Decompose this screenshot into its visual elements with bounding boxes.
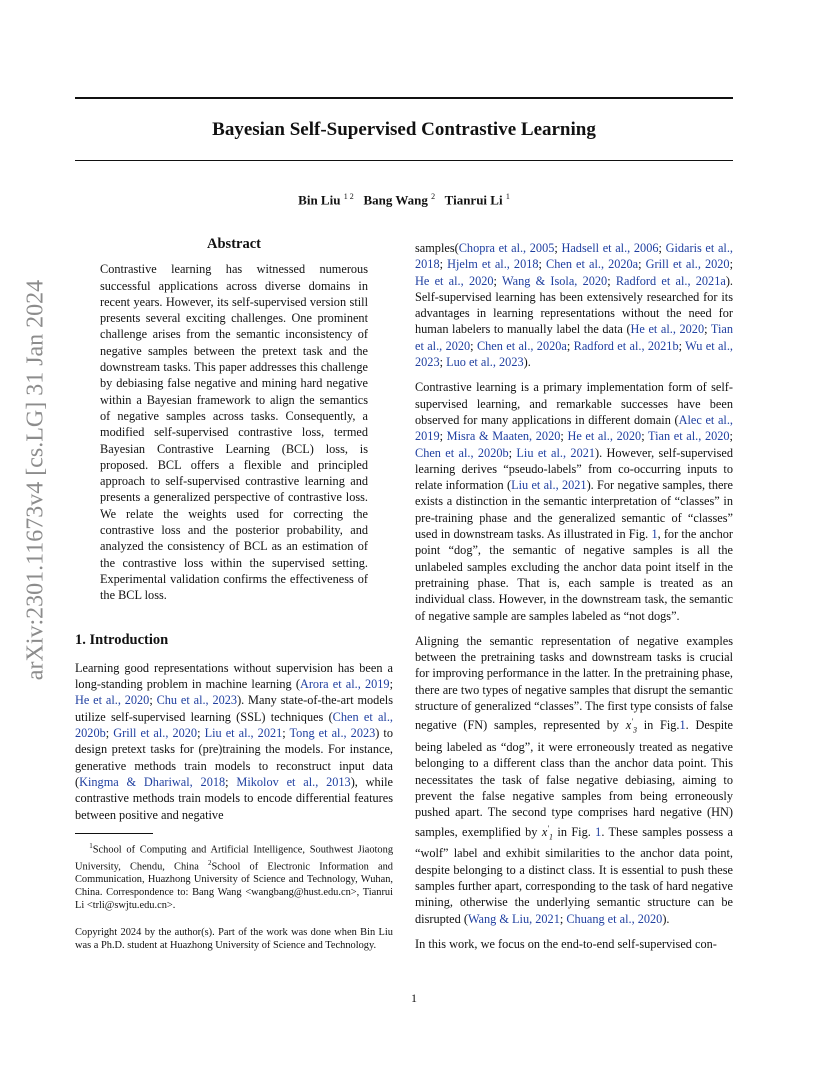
citation-link[interactable]: Liu et al., 2021 — [204, 726, 283, 741]
citation-link[interactable]: Tian et al., 2020 — [648, 429, 730, 444]
figure-link[interactable]: 1 — [679, 718, 686, 733]
citation-link[interactable]: Kingma & Dhariwal, 2018 — [79, 774, 226, 789]
citation-link[interactable]: Chen et al., 2020a — [546, 257, 639, 272]
citation-link[interactable]: Liu et al., 2021 — [511, 478, 587, 493]
citation-link[interactable]: Grill et al., 2020 — [113, 726, 198, 741]
citation-link[interactable]: Chopra et al., 2005 — [458, 241, 555, 255]
page-number: 1 — [411, 991, 417, 1005]
left-column — [75, 236, 393, 952]
math-symbol: $x'_1$ — [541, 823, 554, 842]
copyright-footnote: Copyright 2024 by the author(s). Part of the work was done when Bin Liu was a Ph.D. student at Huazhong University of Science and Technology. — [75, 926, 393, 951]
body-paragraph: samples(Chopra et al., 2005; Hadsell et al., 2006; Gidaris et al., 2018; Hjelm et al., 2018; Chen et al., 2020a; Grill et al., 2020; He et al., 2020; Wang & Isola, 2020; Radford et al., 2021a). Self-supervised learning has been extensively researched for its advantages in learning representations without the need for human labelers to manually label the data (He et al., 2020; Tian et al., 2020; Chen et al., 2020a; Radford et al., 2021b; Wu et al., 2023; Luo et al., 2023). — [415, 241, 734, 370]
citation-link[interactable]: Radford et al., 2021a — [615, 273, 726, 288]
citation-link[interactable]: Mikolov et al., 2013 — [236, 774, 351, 789]
citation-link[interactable]: Wu et al., 2023 — [415, 338, 733, 370]
title-rule-bottom — [75, 160, 733, 161]
citation-link[interactable]: Misra & Maaten, 2020 — [446, 429, 561, 444]
abstract-heading: Abstract — [207, 236, 261, 252]
citation-link[interactable]: Tian et al., 2020 — [415, 322, 733, 353]
math-symbol: $x'_3$ — [625, 717, 638, 735]
author-affiliation: 1 — [505, 192, 510, 201]
citation-link[interactable]: Wang & Isola, 2020 — [501, 273, 608, 288]
author-name: Tianrui Li — [444, 192, 503, 208]
author-affiliation: 1 2 — [343, 192, 354, 201]
author-affiliation: 2 — [431, 192, 436, 201]
paper-title: Bayesian Self-Supervised Contrastive Learning — [212, 119, 596, 140]
citation-link[interactable]: He et al., 2020 — [75, 693, 150, 708]
citation-link[interactable]: Wang & Liu, 2021 — [467, 911, 560, 926]
abstract-text: Contrastive learning has witnessed numerous successful applications across diverse domains in recent years. However, its self-supervised version still presents several exciting challenges. One prominent challenge arises from the semantic inconsistency of negative samples between the pretext task and the downstream tasks. This paper addresses this challenge by debiasing false negative and mining hard negative within a Bayesian framework to align the semantics of negative samples across tasks. Consequently, a modified self-supervised contrastive loss, termed Bayesian Contrastive Learning (BCL) loss, is proposed. BCL offers a flexible and principled approach to self-supervised contrastive learning and presents a generalized perspective of contrastive loss. We relate the weights used for correcting the contrastive loss and the posterior probability, and analyzed the consistency of BCL as an estimation of the contrastive loss within the supervised setting. Experimental validation confirms the effectiveness of the BCL loss. — [100, 262, 368, 603]
citation-link[interactable]: Grill et al., 2020 — [645, 257, 730, 272]
citation-link[interactable]: Chu et al., 2023 — [156, 693, 238, 708]
citation-link[interactable]: Chuang et al., 2020 — [566, 911, 663, 926]
author-list — [75, 192, 733, 208]
citation-link[interactable]: Luo et al., 2023 — [446, 355, 524, 370]
citation-link[interactable]: He et al., 2020 — [567, 429, 642, 444]
body-paragraph: Contrastive learning is a primary implementation form of self-supervised learning, and remarkable successes have been observed for many applications in different domain (Alec et al., 2019; Misra & Maaten, 2020; He et al., 2020; Tian et al., 2020; Chen et al., 2020b; Liu et al., 2021). However, self-supervised learning derives “pseudo-labels” from co-occurring inputs to relate information (Liu et al., 2021). For negative samples, there exists a distinction in the semantic interpretation of “classes” in pre-training phase and the generalized semantic of “classes” used in downstream tasks. As illustrated in Fig. 1, for the anchor point “dog”, the semantic of negative samples is all the unlabeled samples excluding the anchor data point itself in the pretraining phase. That is, each sample is treated as an individual class. However, in the downstream task, the semantic of negative sample are samples labeled as “not dogs”. — [415, 380, 733, 623]
citation-link[interactable]: Chen et al., 2020b — [75, 709, 393, 741]
citation-link[interactable]: Radford et al., 2021b — [573, 338, 679, 353]
figure-link[interactable]: 1 — [651, 527, 658, 542]
figure-link[interactable]: 1 — [595, 824, 602, 839]
citation-link[interactable]: Alec et al., 2019 — [415, 412, 733, 444]
citation-link[interactable]: Liu et al., 2021 — [516, 445, 596, 460]
citation-link[interactable]: Hjelm et al., 2018 — [447, 257, 539, 272]
citation-link[interactable]: He et al., 2020 — [630, 322, 705, 337]
author-name: Bin Liu — [298, 192, 341, 208]
footnote-rule — [75, 833, 153, 834]
section-heading-introduction: 1. Introduction — [75, 631, 169, 648]
author-name: Bang Wang — [363, 192, 428, 208]
citation-link[interactable]: Hadsell et al., 2006 — [561, 241, 659, 255]
affiliation-footnote: $^1$School of Computing and Artificial Intelligence, Southwest Jiaotong University, Chendu, China $^2$School of Electronic Information and Communication, Huazhong University of Science and Technology, Wuhan, China. Correspondence to: Bang Wang <wangbang@hust.edu.cn>, Tianrui Li <trli@swjtu.edu.cn>. — [75, 841, 394, 911]
title-rule-top — [75, 97, 733, 99]
intro-paragraph: Learning good representations without supervision has been a long-standing problem in machine learning (Arora et al., 2019; He et al., 2020; Chu et al., 2023). Many state-of-the-art models utilize self-supervised learning (SSL) techniques (Chen et al., 2020b; Grill et al., 2020; Liu et al., 2021; Tong et al., 2023) to design pretext tasks for (pre)training the models. For instance, generative methods train models to reconstruct input data (Kingma & Dhariwal, 2018; Mikolov et al., 2013), while contrastive methods train models to encode differential features between positive and negative — [75, 660, 393, 822]
arxiv-stamp — [20, 270, 52, 690]
citation-link[interactable]: Gidaris et al., 2018 — [415, 241, 733, 272]
citation-link[interactable]: Arora et al., 2019 — [299, 677, 390, 692]
citation-link[interactable]: Tong et al., 2023 — [289, 726, 376, 741]
right-column — [415, 240, 733, 961]
citation-link[interactable]: Chen et al., 2020b — [415, 445, 509, 460]
body-paragraph: Aligning the semantic representation of negative examples between the pretraining tasks and downstream tasks is crucial for improving performance in the latter. In the pretraining phase, there are two types of negative samples that disrupt the semantic structure of generalized “classes”. The first type consists of false negative (FN) samples, represented by $x'_3$ in Fig.1. Despite being labeled as “dog”, it were erroneously treated as negative belonging to a different class than the anchor data point. This necessitates the task of false negative debiasing, aiming to prevent the false negative samples from being erroneously pushed apart. The second type comprises hard negative (HN) samples, exemplified by $x'_1$ in Fig. 1. These samples possess a “wolf” label and exhibit similarities to the anchor data point, despite belonging to a distinct class. It is essential to push these samples further apart, corresponding to the task of hard negative mining, otherwise the underlying semantic structure can be disrupted (Wang & Liu, 2021; Chuang et al., 2020). — [415, 633, 734, 926]
body-paragraph: In this work, we focus on the end-to-end self-supervised con- — [415, 936, 717, 951]
arxiv-id: arXiv:2301.11673v4 [cs.LG] 31 Jan 2024 — [22, 279, 49, 681]
citation-link[interactable]: He et al., 2020 — [415, 273, 494, 288]
citation-link[interactable]: Chen et al., 2020a — [476, 338, 567, 353]
